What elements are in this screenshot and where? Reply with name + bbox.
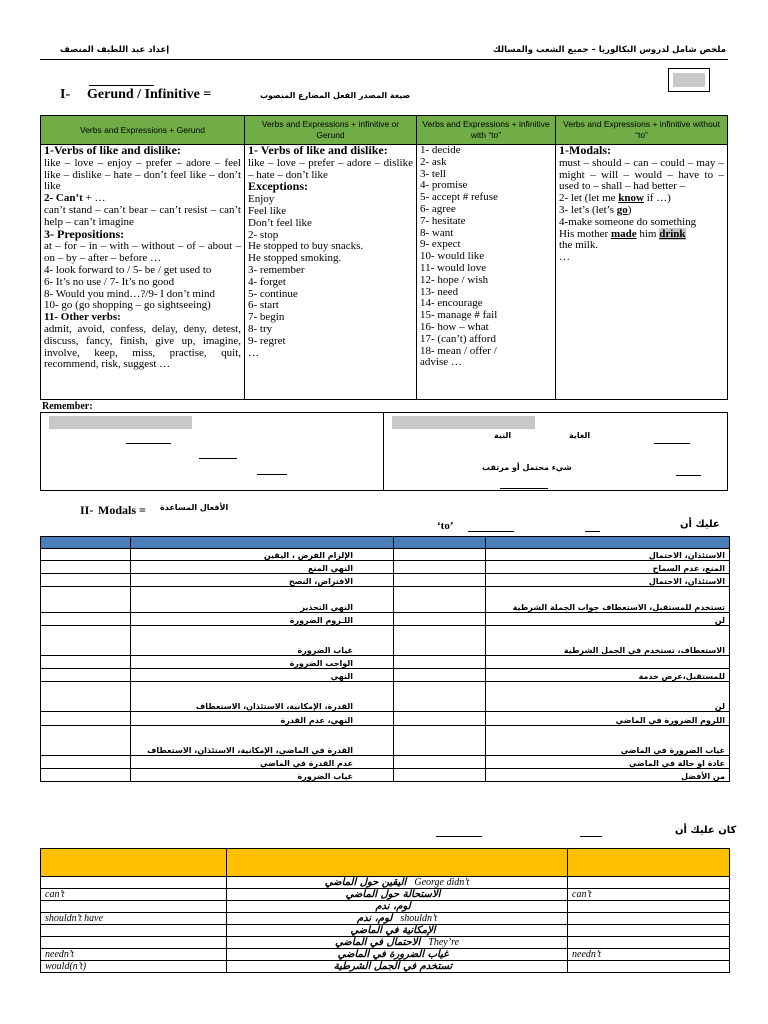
- blank-cell: [394, 712, 486, 726]
- header-rule: [40, 59, 728, 60]
- blank-cell: [394, 769, 486, 782]
- inf-or-gerund-cell: [245, 145, 417, 400]
- text: like – love – prefer – adore – dislike – hate – don’t like: [248, 156, 413, 181]
- modal-cell-right: can’t: [568, 889, 730, 901]
- text: His mother: [559, 227, 611, 240]
- text: like – love – enjoy – prefer – adore – feel like – dislike – hate – don’t feel like – don’t like: [44, 156, 241, 193]
- blank-line: [199, 458, 237, 459]
- list-item: 15- manage # fail: [420, 309, 498, 322]
- heading: 1-Modals:: [559, 143, 611, 157]
- list-item: 4- promise: [420, 179, 468, 192]
- meaning-cell-right: الاستئذان، الاحتمال: [486, 574, 730, 587]
- list-item: 6- agree: [420, 202, 456, 215]
- gray-blank: [392, 416, 535, 429]
- gray-answer-box: [668, 68, 710, 92]
- meaning-cell-right: المنع، عدم السماح: [486, 561, 730, 574]
- gray-blank: [49, 416, 192, 429]
- meaning-cell: [227, 925, 568, 937]
- text: 3- let’s (let’s: [559, 203, 617, 216]
- title-overline: [89, 85, 154, 86]
- blank-cell: [41, 656, 131, 669]
- blank-cell: [394, 669, 486, 682]
- meaning-cell: [227, 889, 568, 901]
- meaning-cell-right: غياب الضرورة في الماضي: [486, 726, 730, 756]
- text: the milk.: [559, 239, 599, 252]
- meaning-cell: الإلزام الفرض ، اليقين: [131, 549, 394, 561]
- list-item: 8- try: [248, 322, 273, 335]
- meaning-cell: القدرة في الماضي، الإمكانية، الاستئذان، الاستعطاف: [131, 726, 394, 756]
- meaning-cell: [227, 913, 568, 925]
- list-item: 1- decide: [420, 144, 461, 156]
- meaning-arabic: الاستحالة حول الماضي: [345, 889, 441, 900]
- blank-cell: [41, 574, 131, 587]
- meaning-cell: النهي: [131, 669, 394, 682]
- list-item: Enjoy: [248, 193, 275, 206]
- text: 10- go (go shopping – go sightseeing): [44, 299, 211, 312]
- table-row: [41, 712, 730, 726]
- table-row: [41, 913, 730, 925]
- modal-cell: shouldn’t have: [41, 913, 227, 925]
- list-item: 3- remember: [248, 263, 305, 276]
- text: if …): [643, 192, 671, 205]
- list-item: 14- encourage: [420, 297, 483, 310]
- meaning-arabic: لوم، ندم: [356, 913, 393, 924]
- meaning-arabic: تستخدم في الجمل الشرطية: [333, 961, 453, 972]
- list-item: 3- tell: [420, 167, 446, 180]
- blank-line: [126, 443, 171, 444]
- list-item: 9- expect: [420, 238, 461, 251]
- meaning-cell: [227, 937, 568, 949]
- meaning-cell: [227, 901, 568, 913]
- meaning-cell-right: عادة او حالة في الماضي: [486, 756, 730, 769]
- emphasis: made: [610, 227, 637, 240]
- heading: Exceptions:: [248, 179, 308, 194]
- intention-label: النية: [494, 431, 512, 440]
- modal-cell: [41, 925, 227, 937]
- meaning-arabic: غياب الضرورة في الماضي: [337, 949, 449, 960]
- meaning-cell: الافتراض، النصح: [131, 574, 394, 587]
- list-item: …: [248, 346, 259, 359]
- table-row: [41, 574, 730, 587]
- remember-box-right: [383, 412, 728, 491]
- modal-cell: [41, 901, 227, 913]
- blank-cell: [394, 756, 486, 769]
- blank-cell: [394, 656, 486, 669]
- modal-cell-right: [568, 877, 730, 889]
- emphasis: drink: [659, 227, 686, 240]
- list-item: 2- stop: [248, 228, 279, 241]
- modal-cell-right: needn’t: [568, 949, 730, 961]
- modal-cell-right: [568, 913, 730, 925]
- example-text: shouldn’t: [400, 913, 437, 924]
- blank-line: [585, 531, 600, 532]
- blank-cell: [41, 561, 131, 574]
- list-item: 7- hesitate: [420, 214, 466, 227]
- list-item: 6- start: [248, 299, 279, 312]
- list-item: 5- accept # refuse: [420, 191, 498, 204]
- list-item: advise …: [420, 356, 462, 369]
- heading: 11- Other verbs:: [44, 311, 121, 324]
- text: + …: [82, 192, 106, 205]
- blank-cell: [394, 587, 486, 613]
- table-row: [41, 656, 730, 669]
- blank-line: [257, 474, 287, 475]
- meaning-cell: [227, 877, 568, 889]
- inf-to-cell: [417, 145, 556, 400]
- meaning-cell: [227, 961, 568, 973]
- meaning-cell: النهي المنع: [131, 561, 394, 574]
- modals-table: [40, 536, 730, 782]
- blank-cell: [394, 626, 486, 656]
- modal-cell: can’t: [41, 889, 227, 901]
- text: 8- Would you mind…?/9- I don’t mind: [44, 287, 216, 300]
- blank-line: [676, 475, 701, 476]
- list-item: 18- mean / offer /: [420, 344, 497, 357]
- col-header-inf-to: Verbs and Expressions + infinitive with “to”: [417, 116, 556, 145]
- meaning-arabic: اليقين حول الماضي: [324, 877, 407, 888]
- table-row: [41, 682, 730, 712]
- table-row: [41, 613, 730, 626]
- blank-cell: [41, 726, 131, 756]
- list-item: 16- how – what: [420, 320, 489, 333]
- blank-cell: [394, 682, 486, 712]
- table-row: [41, 961, 730, 973]
- modal-cell: [41, 877, 227, 889]
- table-row: [41, 889, 730, 901]
- meaning-arabic: الإمكانية في الماضي: [350, 925, 436, 936]
- col-header-gerund: Verbs and Expressions + Gerund: [41, 116, 245, 145]
- inf-no-to-cell: [556, 145, 728, 400]
- table-row: [41, 587, 730, 613]
- modals-header-row: [41, 537, 730, 549]
- list-item: 9- regret: [248, 334, 286, 347]
- list-item: 7- begin: [248, 311, 285, 324]
- gerund-infinitive-table: [40, 115, 728, 400]
- example-text: George didn’t: [414, 877, 470, 888]
- text: admit, avoid, confess, delay, deny, detest, discuss, fancy, finish, give up, imagine, involve, keep, miss, practise, quit, recommend, risk, suggest …: [44, 322, 241, 371]
- blank-cell: [41, 712, 131, 726]
- meaning-arabic: الاحتمال في الماضي: [334, 937, 421, 948]
- meaning-cell: القدرة، الإمكانية، الاستئذان، الاستعطاف: [131, 682, 394, 712]
- blank-line: [580, 836, 602, 837]
- table-row: [41, 877, 730, 889]
- list-item: 13- need: [420, 285, 459, 298]
- blank-cell: [41, 682, 131, 712]
- list-item: 8- want: [420, 226, 454, 239]
- section2-arabic: الأفعال المساعدة: [160, 503, 229, 512]
- blank-cell: [394, 613, 486, 626]
- section2-numeral: II-: [80, 503, 94, 517]
- meaning-cell: [227, 949, 568, 961]
- heading: 1- Verbs of like and dislike:: [248, 143, 388, 157]
- table-row: [41, 561, 730, 574]
- list-item: 17- (can’t) afford: [420, 332, 496, 345]
- list-item: Feel like: [248, 204, 287, 217]
- meaning-cell-right: الاستعطاف، تستخدم في الجمل الشرطية: [486, 626, 730, 656]
- col-header-inf-or-gerund: Verbs and Expressions + infinitive or Gerund: [245, 116, 417, 145]
- meaning-arabic: لوم، ندم: [375, 901, 411, 912]
- table-row: [41, 756, 730, 769]
- text: him: [636, 227, 660, 240]
- past-modals-table: [40, 848, 730, 973]
- text: 4- look forward to / 5- be / get used to: [44, 263, 212, 276]
- blank-cell: [41, 769, 131, 782]
- meaning-cell: عدم القدرة في الماضي: [131, 756, 394, 769]
- gerund-cell: [41, 145, 245, 400]
- must-arabic: عليك أن: [680, 519, 720, 530]
- col-header-inf-no-to: Verbs and Expressions + infinitive without “to”: [556, 116, 728, 145]
- section2-title: Modals =: [98, 503, 146, 517]
- table-row: [41, 937, 730, 949]
- list-item: 5- continue: [248, 287, 298, 300]
- probable-label: شيء محتمل أو مرتقب: [482, 463, 572, 472]
- table-row: [41, 949, 730, 961]
- meaning-cell: الواجب الضرورة: [131, 656, 394, 669]
- section1-title: Gerund / Infinitive =: [87, 87, 212, 102]
- blank-cell: [41, 756, 131, 769]
- table-row: [41, 925, 730, 937]
- blank-cell: [41, 549, 131, 561]
- table-row: [41, 549, 730, 561]
- list-item: 10- would like: [420, 250, 485, 263]
- modal-cell: needn’t: [41, 949, 227, 961]
- aim-label: الغاية: [569, 431, 591, 440]
- list-item: 4- forget: [248, 275, 286, 288]
- heading: 2- Can’t: [44, 192, 83, 205]
- document-title: ملخص شامل لدروس البكالوريا – جميع الشعب والمسالك: [492, 45, 726, 55]
- blank-cell: [394, 549, 486, 561]
- meaning-cell-right: [486, 656, 730, 669]
- blank-line: [654, 443, 690, 444]
- table-row: [41, 669, 730, 682]
- table-row: [41, 626, 730, 656]
- list-item: 12- hope / wish: [420, 273, 489, 286]
- text: 6- It’s no use / 7- It’s no good: [44, 275, 175, 288]
- text: at – for – in – with – without – of – about – on – by – after – before …: [44, 240, 241, 265]
- list-item: 2- ask: [420, 155, 447, 168]
- list-item: 11- would love: [420, 261, 487, 274]
- meaning-cell: غياب الضرورة: [131, 769, 394, 782]
- meaning-cell-right: من الأفضل: [486, 769, 730, 782]
- blank-cell: [394, 561, 486, 574]
- blank-line: [500, 488, 548, 489]
- text: …: [559, 251, 570, 264]
- text: 4-make someone do something: [559, 215, 697, 228]
- text: can’t stand – can’t bear – can’t resist – can’t help – can’t imagine: [44, 203, 241, 228]
- meaning-cell-right: لن: [486, 613, 730, 626]
- blank-line: [436, 836, 482, 837]
- list-item: He stopped to buy snacks.: [248, 240, 364, 253]
- example-text: They’re: [428, 937, 460, 948]
- heading: 3- Prepositions:: [44, 226, 125, 241]
- section1-numeral: I-: [60, 87, 71, 102]
- meaning-cell: غياب الضرورة: [131, 626, 394, 656]
- blank-cell: [394, 574, 486, 587]
- modal-cell-right: [568, 901, 730, 913]
- blank-cell: [41, 626, 131, 656]
- emphasis: go: [616, 203, 628, 216]
- to-label: ‘to’: [437, 520, 454, 532]
- heading: 1-Verbs of like and dislike:: [44, 143, 181, 157]
- remember-box-left: [40, 412, 383, 491]
- blank-cell: [41, 587, 131, 613]
- meaning-cell: النهي، عدم القدرة: [131, 712, 394, 726]
- table-row: [41, 726, 730, 756]
- blank-cell: [41, 669, 131, 682]
- had-to-arabic: كان عليك أن: [675, 825, 737, 836]
- past-header-row: [41, 849, 730, 877]
- list-item: Don’t feel like: [248, 216, 312, 229]
- modal-cell-right: [568, 937, 730, 949]
- meaning-cell-right: اللزوم الضرورة في الماضي: [486, 712, 730, 726]
- remember-label: Remember:: [42, 401, 93, 412]
- meaning-cell: النهي التحذير: [131, 587, 394, 613]
- emphasis: know: [618, 192, 644, 205]
- meaning-cell-right: الاستئذان، الاحتمال: [486, 549, 730, 561]
- meaning-cell: اللـزوم الضرورة: [131, 613, 394, 626]
- list-item: He stopped smoking.: [248, 252, 342, 265]
- text: must – should – can – could – may – might – will – would – have to – used to – shall – had better –: [559, 156, 724, 193]
- meaning-cell-right: تستخدم للمستقبل، الاستعطاف جواب الجملة الشرطية: [486, 587, 730, 613]
- modal-cell: would(n’t): [41, 961, 227, 973]
- meaning-cell-right: لن: [486, 682, 730, 712]
- modal-cell: [41, 937, 227, 949]
- modal-cell-right: [568, 925, 730, 937]
- text: ): [627, 203, 632, 216]
- meaning-cell-right: للمستقبل،عرض خدمة: [486, 669, 730, 682]
- blank-cell: [41, 613, 131, 626]
- blank-line: [468, 531, 514, 532]
- section1-arabic: صيغة المصدر الفعل المضارع المنصوب: [260, 91, 411, 100]
- table-row: [41, 901, 730, 913]
- text: 2- let (let me: [559, 192, 619, 205]
- table-row: [41, 769, 730, 782]
- modal-cell-right: [568, 961, 730, 973]
- blank-cell: [394, 726, 486, 756]
- author-credit: إعداد عبد اللطيف المنصف: [60, 45, 170, 55]
